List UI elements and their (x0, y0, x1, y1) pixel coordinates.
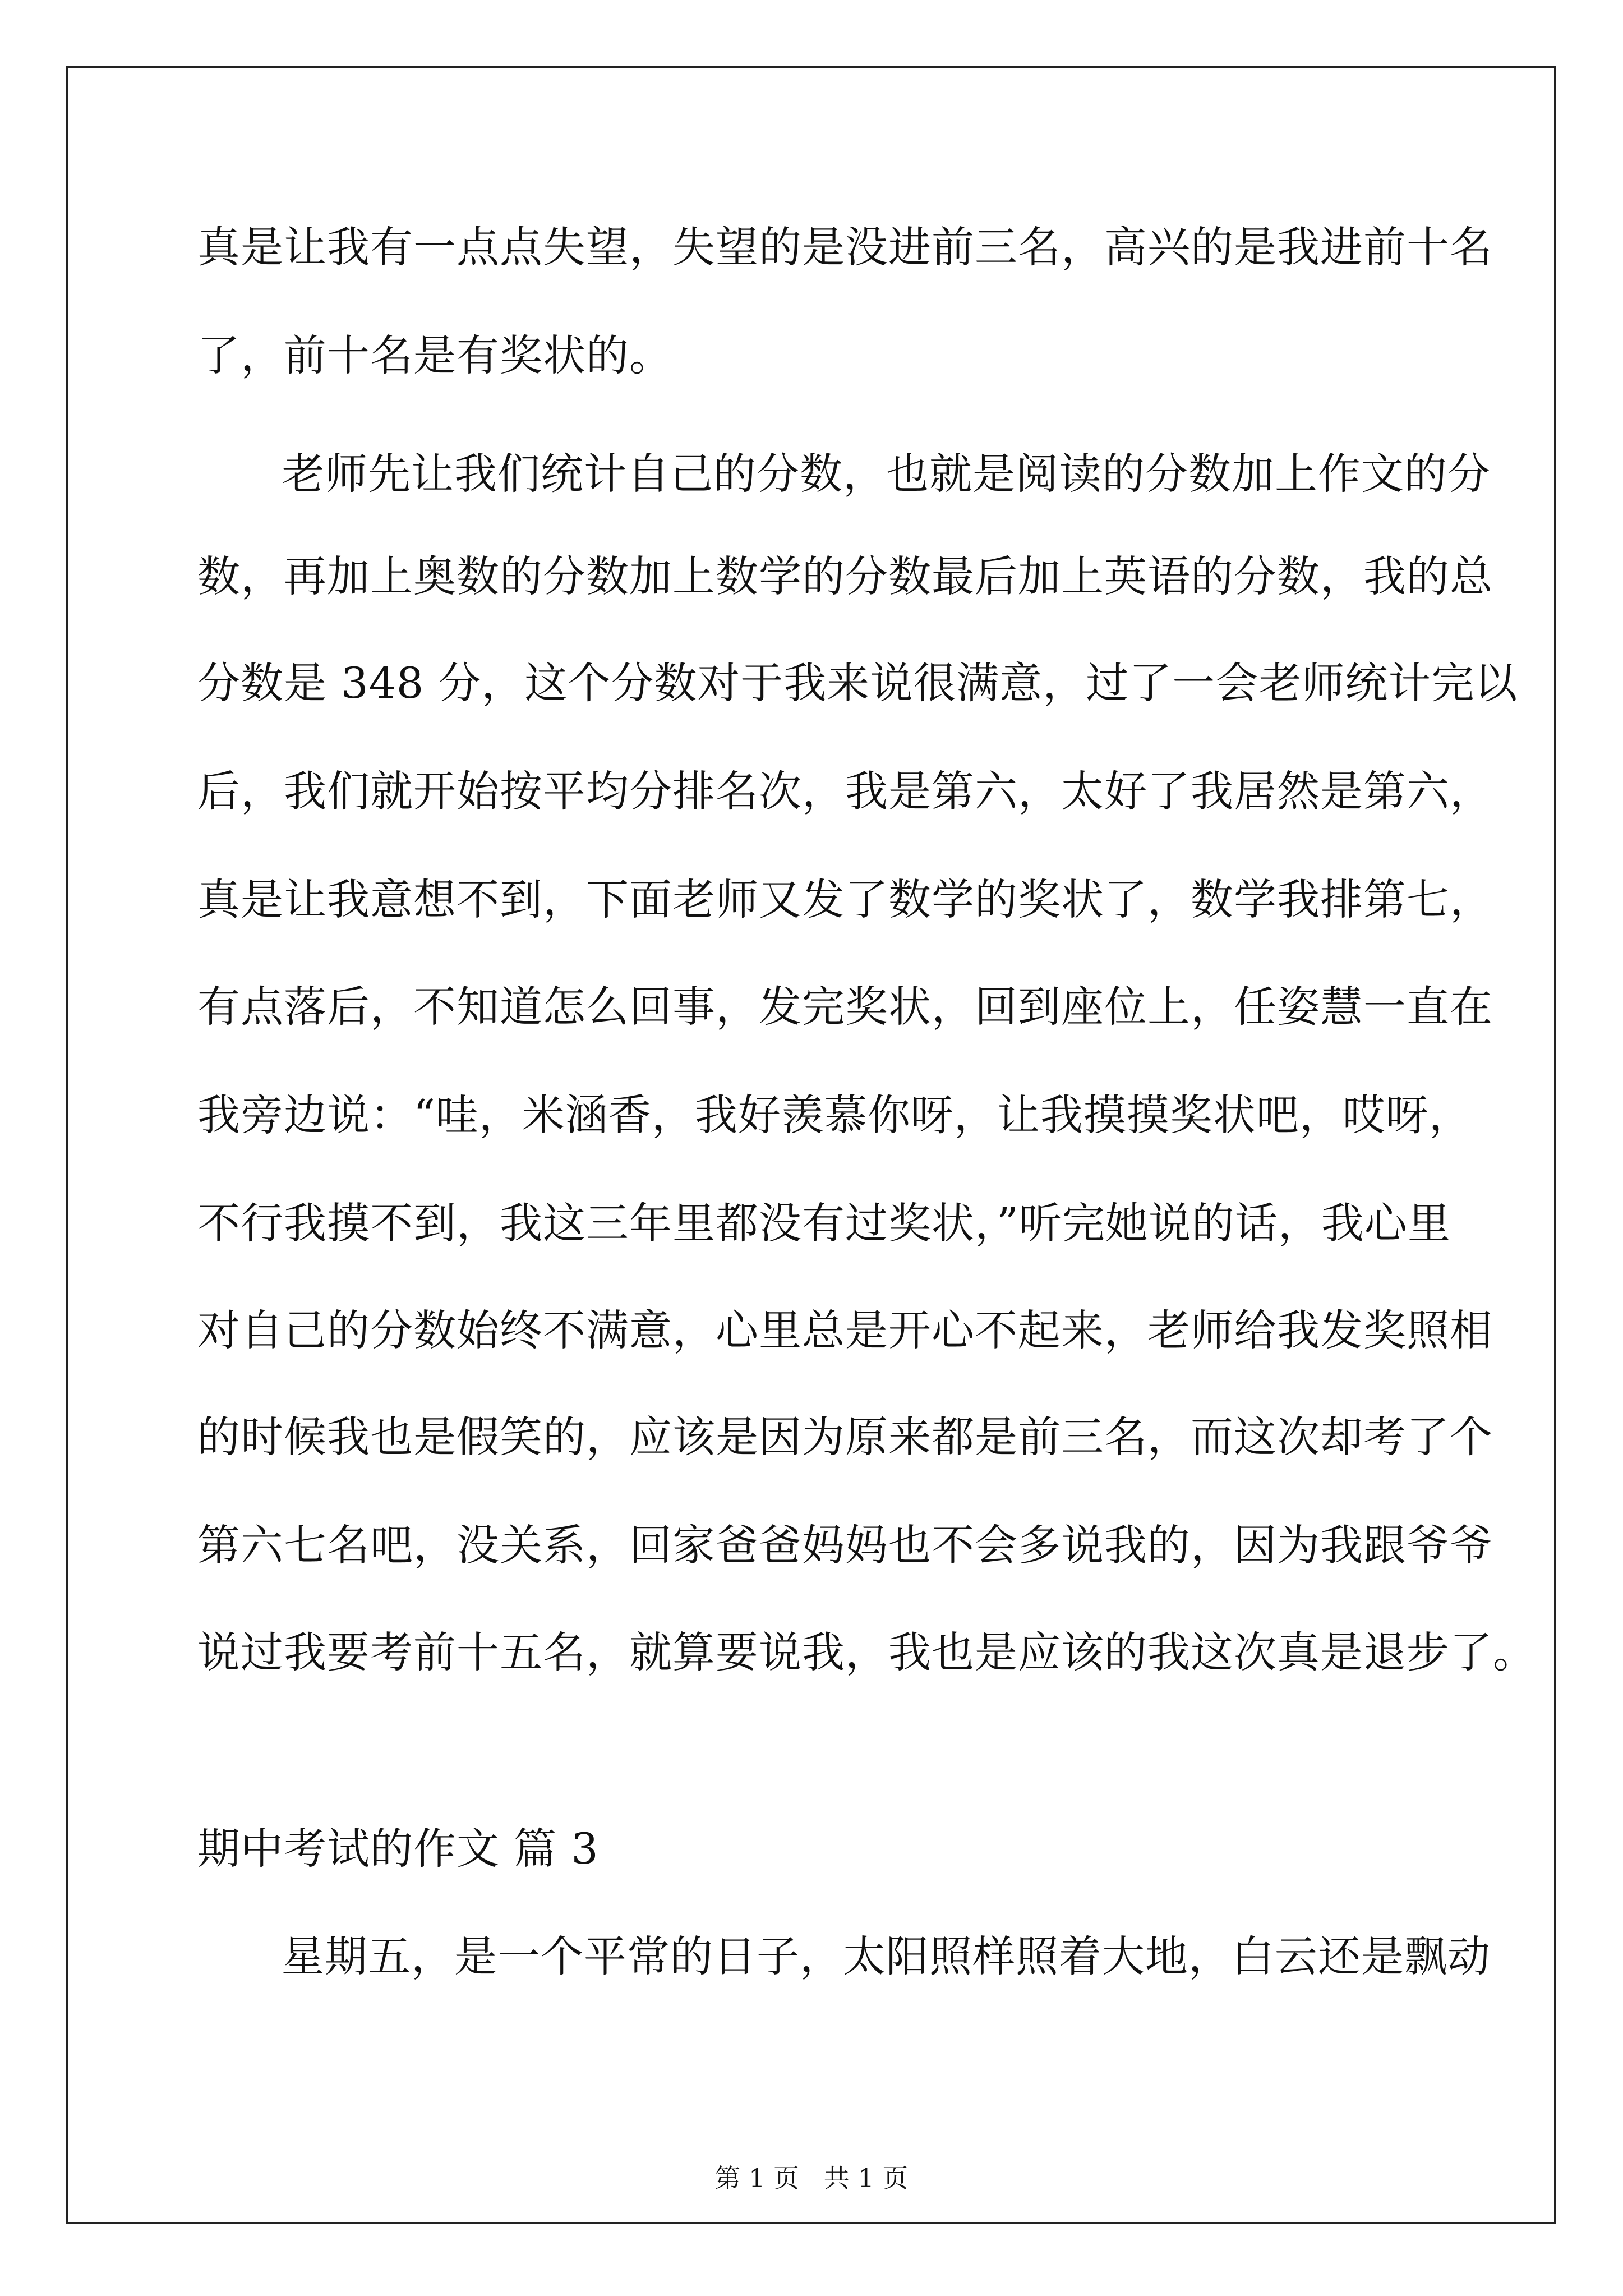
text-line: 有点落后，不知道怎么回事，发完奖状，回到座位上，任姿慧一直在 (197, 982, 1493, 1032)
text-line: 对自己的分数始终不满意，心里总是开心不起来，老师给我发奖照相 (197, 1305, 1493, 1355)
text-line: 的时候我也是假笑的，应该是因为原来都是前三名，而这次却考了个 (197, 1412, 1493, 1462)
text-line: 真是让我意想不到，下面老师又发了数学的奖状了，数学我排第七， (197, 875, 1493, 924)
text-line: 第六七名吧，没关系，回家爸爸妈妈也不会多说我的，因为我跟爷爷 (197, 1520, 1493, 1570)
text-line: 星期五，是一个平常的日子，太阳照样照着大地，白云还是飘动 (282, 1931, 1491, 1981)
text-line: 老师先让我们统计自己的分数，也就是阅读的分数加上作文的分 (282, 449, 1491, 499)
text-line: 后，我们就开始按平均分排名次，我是第六，太好了我居然是第六， (197, 766, 1493, 816)
text-line: 分数是 348 分，这个分数对于我来说很满意，过了一会老师统计完以 (197, 658, 1518, 708)
page-footer: 第 1 页 共 1 页 (714, 2163, 909, 2193)
text-line: 说过我要考前十五名，就算要说我，我也是应该的我这次真是退步了。 (197, 1627, 1536, 1677)
page-border (66, 66, 1556, 2224)
text-line: 我旁边说：“哇，米涵香，我好羡慕你呀，让我摸摸奖状吧，哎呀， (197, 1090, 1472, 1140)
text-line: 数，再加上奥数的分数加上数学的分数最后加上英语的分数，我的总 (197, 551, 1493, 601)
text-line: 真是让我有一点点失望，失望的是没进前三名，高兴的是我进前十名 (197, 222, 1493, 272)
text-line: 了，前十名是有奖状的。 (197, 330, 672, 380)
section-heading: 期中考试的作文 篇 3 (197, 1824, 599, 1874)
text-line: 不行我摸不到，我这三年里都没有过奖状，”听完她说的话，我心里 (197, 1198, 1451, 1248)
